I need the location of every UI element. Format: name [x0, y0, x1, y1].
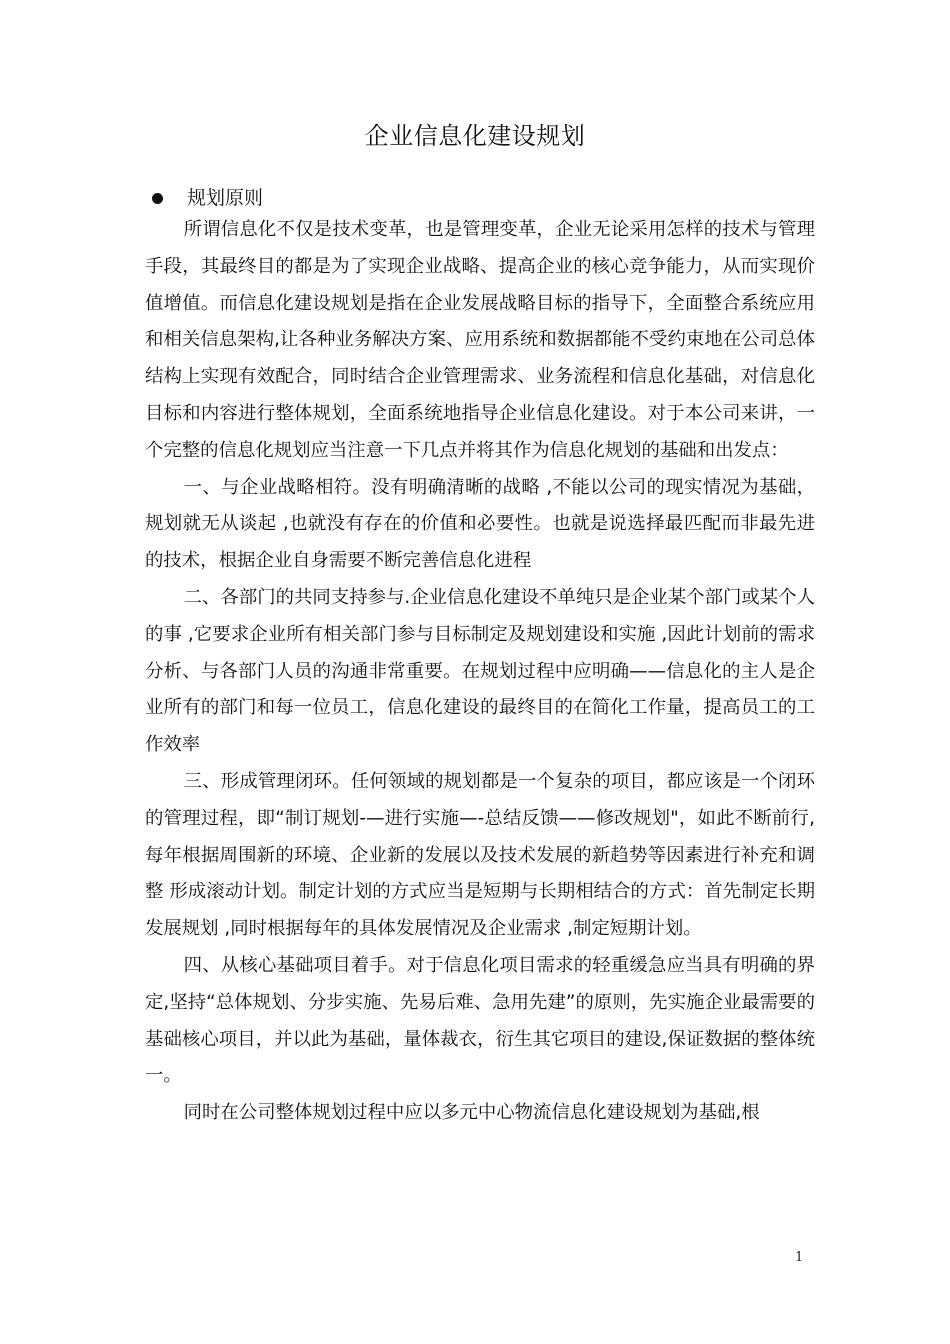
paragraph-point-1: 一、与企业战略相符。没有明确清晰的战略 ,不能以公司的现实情况为基础，规划就无从谈起 ,也就没有存在的价值和必要性。也就是说选择最匹配而非最先进的技术，根据企业自身需要不断完善信息化进程	[145, 476, 815, 572]
paragraph-closing: 同时在公司整体规划过程中应以多元中心物流信息化建设规划为基础,根	[183, 1102, 760, 1124]
page-number: 1	[795, 1250, 804, 1265]
paragraph-intro: 所谓信息化不仅是技术变革，也是管理变革，企业无论采用怎样的技术与管理手段，其最终目的都是为了实现企业战略、提高企业的核心竞争能力，从而实现价值增值。而信息化建设规划是指在企业发展战略目标的指导下，全面整合系统应用和相关信息架构,让各种业务解决方案、应用系统和数据都能不受约束地在公司总体结构上实现有效配合，同时结合企业管理需求、业务流程和信息化基础，对信息化目标和内容进行整体规划，全面系统地指导企业信息化建设。对于本公司来讲，一个完整的信息化规划应当注意一下几点并将其作为信息化规划的基础和出发点：	[145, 219, 815, 461]
bullet-icon	[152, 193, 163, 204]
paragraph-point-3: 三、形成管理闭环。任何领域的规划都是一个复杂的项目，都应该是一个闭环的管理过程，即“制订规划-—进行实施—-总结反馈——修改规划"，如此不断前行,每年根据周围新的环境、企业新的发展以及技术发展的新趋势等因素进行补充和调整 形成滚动计划。制定计划的方式应当是短期与长期相结合的方式：首先制定长期发展规划 ,同时根据每年的具体发展情况及企业需求 ,制定短期计划。	[145, 770, 815, 940]
document-title: 企业信息化建设规划	[364, 122, 586, 150]
paragraph-point-4: 四、从核心基础项目着手。对于信息化项目需求的轻重缓急应当具有明确的界定,坚持“总体规划、分步实施、先易后难、急用先建”的原则，先实施企业最需要的基础核心项目，并以此为基础，量体裁衣，衍生其它项目的建设,保证数据的整体统一。	[145, 954, 815, 1087]
document-body	[145, 212, 815, 1132]
section-heading	[152, 185, 263, 211]
section-heading-text: 规划原则	[187, 187, 264, 209]
paragraph-point-2: 二、各部门的共同支持参与.企业信息化建设不单纯只是企业某个部门或某个人的事 ,它要求企业所有相关部门参与目标制定及规划建设和实施 ,因此计划前的需求分析、与各部门人员的沟通非常重要。在规划过程中应明确——信息化的主人是企业所有的部门和每一位员工，信息化建设的最终目的在简化工作量，提高员工的工作效率	[145, 586, 815, 756]
